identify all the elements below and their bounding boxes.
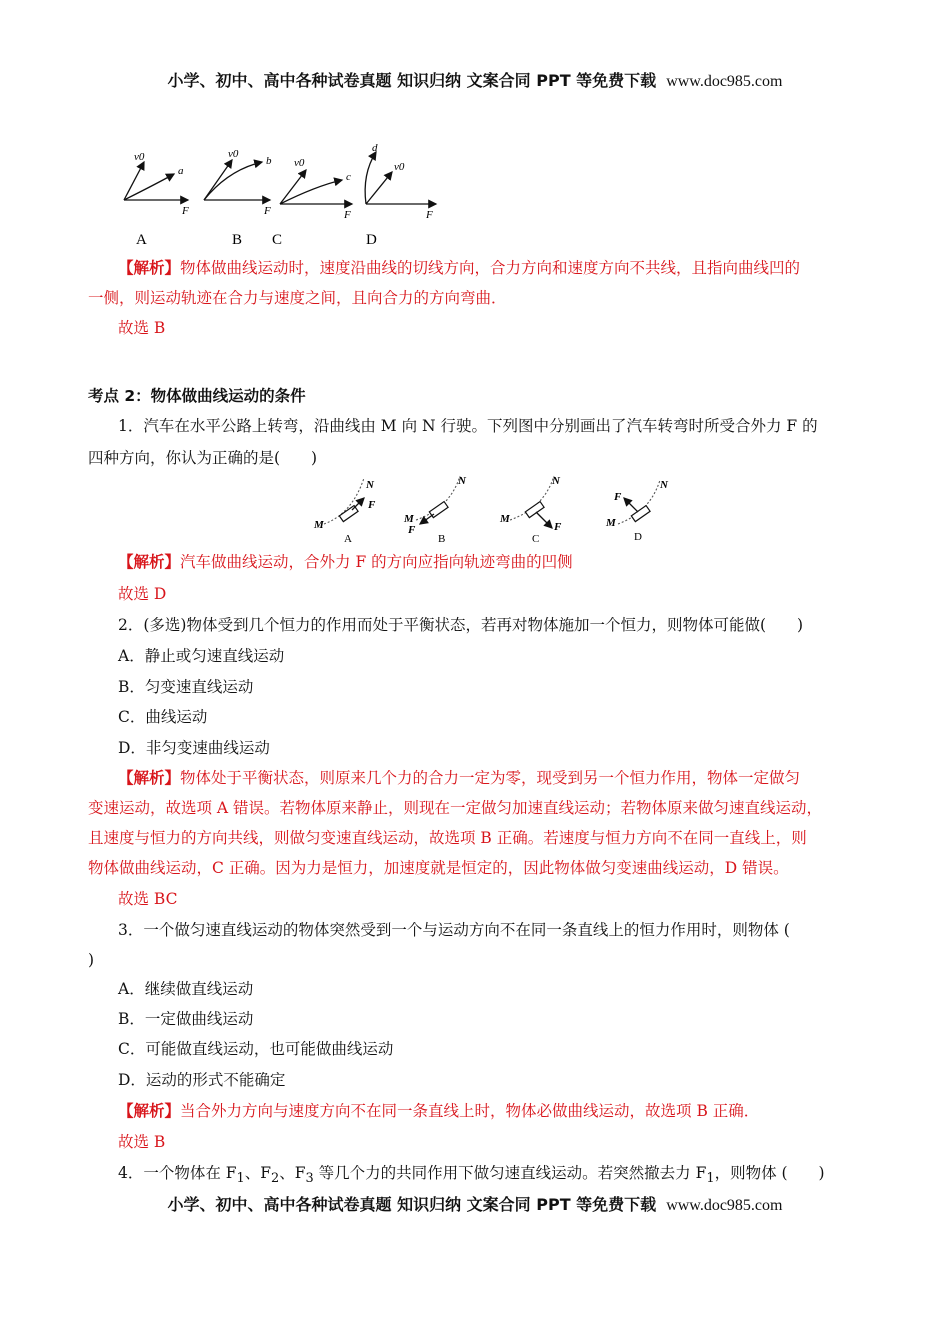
page-footer [0, 1192, 950, 1215]
q4-stem: 4．一个物体在 $F_1$、$F_2$、$F_3$ 等几个力的共同作用下做匀速直线运动。若突然撤去力 $F_1$，则物体 ( ) [118, 1164, 825, 1187]
label-f-b: F [264, 205, 271, 217]
q2-option-c: C．曲线运动 [118, 708, 208, 726]
analysis0-line2: 一侧，则运动轨迹在合力与速度之间，且向合力的方向弯曲． [88, 289, 507, 307]
car-b-f: F [408, 524, 416, 536]
q1-answer: 故选 D [118, 585, 167, 603]
car-diagram-b [403, 475, 467, 545]
analysis-tag: 【解析】 [118, 552, 181, 571]
header-url[interactable]: www.doc985.com [666, 73, 783, 90]
header-text: 小学、初中、高中各种试卷真题 知识归纳 文案合同 PPT 等免费下载 [167, 71, 657, 90]
car-c-f: F [554, 521, 562, 533]
q2-stem: 2．(多选)物体受到几个恒力的作用而处于平衡状态，若再对物体施加一个恒力，则物体可能做( ) [118, 616, 804, 634]
q2-answer: 故选 BC [118, 890, 178, 908]
q2-analysis-line3: 且速度与恒力的方向共线，则做匀变速直线运动，故选项 B 正确。若速度与恒力方向不在同一直线上，则 [88, 829, 807, 847]
q3-answer: 故选 B [118, 1133, 166, 1151]
car-b-n: N [458, 475, 466, 487]
q1-stem-line2: 四种方向，你认为正确的是( ) [88, 449, 318, 467]
car-label-d: D [634, 531, 642, 543]
label-d: d [372, 142, 378, 154]
footer-text: 小学、初中、高中各种试卷真题 知识归纳 文案合同 PPT 等免费下载 [167, 1195, 657, 1214]
q2-analysis-line4: 物体做曲线运动，C 正确。因为力是恒力，加速度就是恒定的，因此物体做匀变速曲线运动，D 错误。 [88, 859, 789, 877]
analysis0-line1 [118, 258, 800, 278]
car-label-c: C [532, 533, 540, 545]
car-b-m: M [404, 513, 414, 525]
q3-option-a: A．继续做直线运动 [118, 980, 254, 998]
q2-option-b: B．匀变速直线运动 [118, 678, 254, 696]
label-c: c [346, 171, 351, 183]
car-label-a: A [344, 533, 352, 545]
q2-analysis-line1 [118, 768, 800, 788]
car-c-m: M [500, 513, 510, 525]
car-d-m: M [606, 517, 616, 529]
footer-url[interactable]: www.doc985.com [666, 1197, 783, 1214]
label-f-c: F [344, 209, 351, 221]
analysis-tag: 【解析】 [118, 1101, 181, 1120]
label-v0-b: v0 [228, 148, 239, 160]
analysis-tag: 【解析】 [118, 258, 181, 277]
q1-stem-line1: 1．汽车在水平公路上转弯，沿曲线由 M 向 N 行驶。下列图中分别画出了汽车转弯时所受合外力 F 的 [118, 417, 818, 435]
q1-analysis [118, 552, 573, 572]
car-a-f: F [368, 499, 376, 511]
analysis-text: 汽车做曲线运动，合外力 F 的方向应指向轨迹弯曲的凹侧 [180, 553, 573, 571]
car-label-b: B [438, 533, 446, 545]
car-c-n: N [552, 475, 560, 487]
car-diagram-d [605, 479, 669, 543]
q2-option-a: A．静止或匀速直线运动 [118, 647, 285, 665]
diagram-b [204, 148, 272, 217]
option-label-d: D [366, 232, 377, 248]
car-diagram-a [313, 478, 376, 545]
q3-stem-line2: ) [88, 951, 95, 969]
car-diagram-c [499, 475, 562, 545]
label-b: b [266, 155, 272, 167]
analysis-text: 当合外力方向与速度方向不在同一条直线上时，物体必做曲线运动，故选项 B 正确． [180, 1102, 760, 1120]
diagram-a [124, 151, 189, 217]
label-v0-d: v0 [394, 161, 405, 173]
car-force-figure [300, 470, 680, 548]
label-v0-a: v0 [134, 151, 145, 163]
q2-option-d: D．非匀变速曲线运动 [118, 739, 270, 757]
car-a-n: N [366, 479, 374, 491]
analysis-text: 物体处于平衡状态，则原来几个力的合力一定为零，现受到另一个恒力作用，物体一定做匀 [180, 769, 801, 787]
q3-option-d: D．运动的形式不能确定 [118, 1071, 286, 1089]
label-f-d: F [426, 209, 433, 221]
page-header [0, 68, 950, 91]
q3-option-b: B．一定做曲线运动 [118, 1010, 254, 1028]
option-label-a: A [136, 232, 147, 248]
car-d-n: N [660, 479, 668, 491]
q3-option-c: C．可能做直线运动，也可能做曲线运动 [118, 1040, 394, 1058]
answer-0: 故选 B [118, 319, 166, 337]
diagram-d [365, 142, 436, 221]
car-d-f: F [614, 491, 622, 503]
analysis-text: 物体做曲线运动时，速度沿曲线的切线方向，合力方向和速度方向不共线，且指向曲线凹的 [180, 259, 801, 277]
option-label-b: B [232, 232, 243, 248]
label-f-a: F [182, 205, 189, 217]
car-a-m: M [314, 519, 324, 531]
q3-analysis [118, 1101, 759, 1121]
section-title: 考点 2：物体做曲线运动的条件 [88, 387, 306, 405]
option-label-c: C [272, 232, 283, 248]
label-a: a [178, 165, 184, 177]
trajectory-figure [110, 140, 450, 252]
analysis-tag: 【解析】 [118, 768, 181, 787]
q3-stem-line1: 3．一个做匀速直线运动的物体突然受到一个与运动方向不在同一条直线上的恒力作用时，则物体 ( [118, 921, 790, 939]
q2-analysis-line2: 变速运动，故选项 A 错误。若物体原来静止，则现在一定做匀加速直线运动；若物体原来做匀速直线运动， [88, 799, 823, 817]
label-v0-c: v0 [294, 157, 305, 169]
diagram-c [280, 157, 352, 221]
